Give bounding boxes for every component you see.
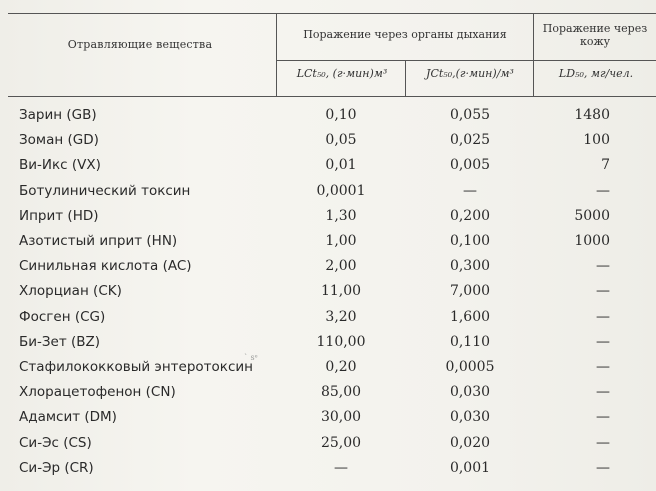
agent-name-cell: Иприт (HD) xyxy=(19,207,99,224)
lct50-cell: 1,30 xyxy=(325,207,357,224)
agent-name-cell: Хлорацетофенон (CN) xyxy=(19,384,176,401)
ld50-cell: 1480 xyxy=(574,107,610,123)
jct50-cell: 7,000 xyxy=(449,283,491,300)
ld50-cell: — xyxy=(596,384,610,401)
header-ld: LD₅₀, мг/чел. xyxy=(558,67,634,80)
ld50-cell: — xyxy=(596,283,610,300)
lct50-cell: 0,0001 xyxy=(316,182,366,199)
table-row xyxy=(0,305,656,330)
scan-mark: ˋ ѕᵉ xyxy=(244,353,258,362)
ld50-cell: 1000 xyxy=(574,233,610,249)
ld50-cell: 7 xyxy=(601,157,610,174)
ld50-cell: — xyxy=(596,333,610,350)
agent-name-cell: Хлорциан (CK) xyxy=(19,283,122,300)
column-divider-2 xyxy=(405,60,406,97)
header-sub-rule xyxy=(277,60,656,61)
jct50-cell: 0,001 xyxy=(449,459,491,476)
table-row xyxy=(0,330,656,355)
jct50-cell: — xyxy=(463,182,477,199)
lct50-cell: 30,00 xyxy=(320,409,362,426)
jct50-cell: 0,300 xyxy=(449,258,491,275)
ld50-cell: — xyxy=(596,459,610,476)
header-bottom-rule xyxy=(8,96,656,97)
jct50-cell: 0,055 xyxy=(449,107,491,123)
header-jct: JCt₅₀,(г·мин)/м³ xyxy=(426,67,514,80)
jct50-cell: 1,600 xyxy=(449,308,491,325)
ld50-cell: — xyxy=(596,359,610,375)
ld50-cell: — xyxy=(596,258,610,275)
agent-name-cell: Стафилококковый энтеротоксин xyxy=(19,359,253,375)
lct50-cell: 0,05 xyxy=(325,132,357,149)
agent-name-cell: Си-Эс (CS) xyxy=(19,434,92,451)
lct50-cell: 1,00 xyxy=(325,233,357,249)
table-top-rule xyxy=(8,13,656,14)
agent-name-cell: Зарин (GB) xyxy=(19,107,97,123)
lct50-cell: 3,20 xyxy=(325,308,357,325)
lct50-cell: 110,00 xyxy=(316,333,366,350)
lct50-cell: — xyxy=(334,459,348,476)
table-row xyxy=(0,355,656,380)
column-divider-3 xyxy=(533,13,534,97)
ld50-cell: — xyxy=(596,308,610,325)
table-row xyxy=(0,431,656,456)
ld50-cell: 5000 xyxy=(574,207,610,224)
jct50-cell: 0,025 xyxy=(449,132,491,149)
table-row xyxy=(0,405,656,430)
jct50-cell: 0,030 xyxy=(449,409,491,426)
agent-name-cell: Зоман (GD) xyxy=(19,132,99,149)
column-divider-1 xyxy=(276,13,277,97)
table-row xyxy=(0,204,656,229)
agent-name-cell: Си-Эр (CR) xyxy=(19,459,94,476)
header-respiratory: Поражение через органы дыхания xyxy=(303,28,507,41)
jct50-cell: 0,0005 xyxy=(445,359,495,375)
ld50-cell: 100 xyxy=(583,132,610,149)
jct50-cell: 0,030 xyxy=(449,384,491,401)
table-row xyxy=(0,456,656,481)
ld50-cell: — xyxy=(596,409,610,426)
table-row xyxy=(0,153,656,178)
agent-name-cell: Ви-Икс (VX) xyxy=(19,157,101,174)
agent-name-cell: Ботулинический токсин xyxy=(19,182,191,199)
table-row xyxy=(0,380,656,405)
lct50-cell: 2,00 xyxy=(325,258,357,275)
lct50-cell: 0,10 xyxy=(325,107,357,123)
header-agents: Отравляющие вещества xyxy=(67,38,213,51)
agent-name-cell: Азотистый иприт (HN) xyxy=(19,233,178,249)
ld50-cell: — xyxy=(596,434,610,451)
ld50-cell: — xyxy=(596,182,610,199)
header-skin: Поражение через кожу xyxy=(542,22,648,48)
table-row xyxy=(0,103,656,128)
header-lct: LCt₅₀, (г·мин)м³ xyxy=(296,67,388,80)
jct50-cell: 0,100 xyxy=(449,233,491,249)
jct50-cell: 0,200 xyxy=(449,207,491,224)
agent-name-cell: Адамсит (DM) xyxy=(19,409,117,426)
jct50-cell: 0,005 xyxy=(449,157,491,174)
lct50-cell: 0,20 xyxy=(325,359,357,375)
agent-name-cell: Фосген (CG) xyxy=(19,308,106,325)
lct50-cell: 85,00 xyxy=(320,384,362,401)
lct50-cell: 11,00 xyxy=(320,283,362,300)
lct50-cell: 25,00 xyxy=(320,434,362,451)
agent-name-cell: Би-Зет (BZ) xyxy=(19,333,101,350)
table-row xyxy=(0,229,656,254)
lct50-cell: 0,01 xyxy=(325,157,357,174)
table-row xyxy=(0,128,656,153)
agent-name-cell: Синильная кислота (AC) xyxy=(19,258,192,275)
table-row xyxy=(0,254,656,279)
jct50-cell: 0,110 xyxy=(449,333,491,350)
table-row xyxy=(0,179,656,204)
jct50-cell: 0,020 xyxy=(449,434,491,451)
table-row xyxy=(0,279,656,304)
